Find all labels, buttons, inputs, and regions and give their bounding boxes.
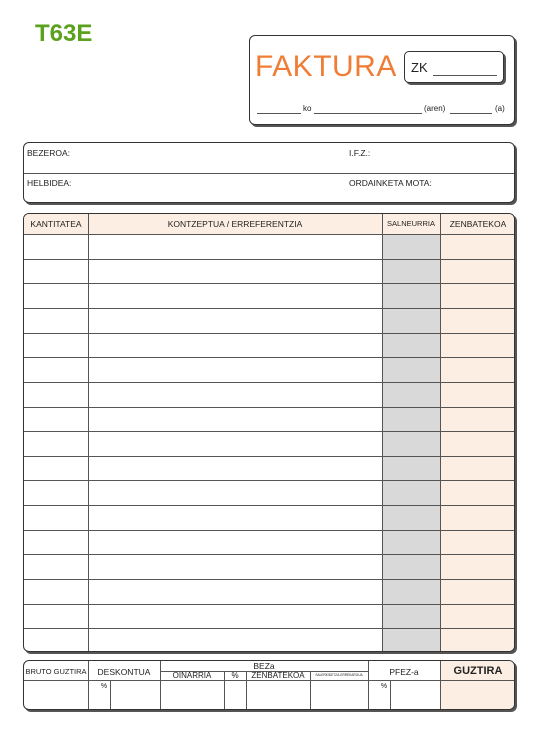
surcharge-label: SALERKIDETZA-ERREKARGUA bbox=[315, 673, 363, 677]
date-aren-label: (aren) bbox=[424, 104, 446, 113]
address-label: HELBIDEA: bbox=[27, 178, 72, 188]
item-row-line bbox=[24, 554, 514, 555]
date-place-line[interactable] bbox=[257, 113, 301, 114]
item-row-line bbox=[24, 308, 514, 309]
form-code: T63E bbox=[35, 20, 93, 47]
col-header-concept: KONTZEPTUA / ERREFERENTZIA bbox=[88, 214, 382, 234]
vat-amount-label: ZENBATEKOA bbox=[251, 671, 305, 680]
item-row-line bbox=[24, 259, 514, 260]
date-line bbox=[257, 104, 507, 116]
totals-divider bbox=[110, 680, 111, 709]
date-year-line[interactable] bbox=[450, 113, 492, 114]
col-divider bbox=[88, 214, 89, 651]
client-divider bbox=[24, 173, 514, 174]
date-ko-label: ko bbox=[303, 104, 312, 113]
invoice-title: FAKTURA bbox=[255, 50, 397, 83]
items-table bbox=[23, 213, 515, 652]
totals-divider bbox=[160, 661, 161, 709]
item-row-line bbox=[24, 604, 514, 605]
invoice-header-box bbox=[249, 35, 515, 125]
item-row-line bbox=[24, 333, 514, 334]
totals-divider bbox=[88, 661, 89, 709]
client-box bbox=[23, 142, 515, 203]
unit-price-column bbox=[382, 234, 440, 651]
item-row-line bbox=[24, 480, 514, 481]
grand-total-label: GUZTIRA bbox=[453, 665, 503, 677]
col-header-quantity: KANTITATEA bbox=[24, 214, 88, 234]
totals-divider bbox=[246, 671, 247, 709]
item-row-line bbox=[24, 628, 514, 629]
totals-table bbox=[23, 660, 515, 710]
date-a-label: (a) bbox=[495, 104, 505, 113]
pfez-pct-sign: % bbox=[380, 683, 388, 690]
item-row-line bbox=[24, 456, 514, 457]
item-row-line bbox=[24, 505, 514, 506]
vat-label: BEZa bbox=[253, 661, 275, 671]
item-row-line bbox=[24, 579, 514, 580]
invoice-number-label: ZK bbox=[411, 60, 428, 75]
item-row-line bbox=[24, 382, 514, 383]
item-row-line bbox=[24, 407, 514, 408]
totals-divider bbox=[390, 680, 391, 709]
vat-pct-label: % bbox=[231, 671, 239, 680]
payment-method-label: ORDAINKETA MOTA: bbox=[349, 178, 432, 188]
vat-sub-divider bbox=[160, 671, 368, 672]
item-row-line bbox=[24, 357, 514, 358]
vat-base-label: OINARRIA bbox=[172, 671, 212, 680]
item-row-line bbox=[24, 530, 514, 531]
tax-id-label: I.F.Z.: bbox=[349, 148, 371, 158]
item-row-line bbox=[24, 234, 514, 235]
discount-pct-sign: % bbox=[100, 683, 108, 690]
totals-divider bbox=[310, 671, 311, 709]
client-label: BEZEROA: bbox=[27, 148, 70, 158]
amount-column bbox=[440, 234, 515, 651]
date-day-line[interactable] bbox=[314, 113, 422, 114]
invoice-number-box[interactable] bbox=[404, 51, 504, 83]
col-divider bbox=[382, 214, 383, 651]
invoice-number-line bbox=[433, 75, 497, 76]
totals-divider bbox=[440, 661, 441, 709]
pfez-label: PFEZ-a bbox=[389, 667, 419, 677]
gross-total-label: BRUTO GUZTIRA bbox=[25, 667, 87, 676]
totals-divider bbox=[224, 671, 225, 709]
col-header-unit-price: SALNEURRIA bbox=[382, 214, 440, 234]
col-header-amount: ZENBATEKOA bbox=[440, 214, 515, 234]
discount-label: DESKONTUA bbox=[97, 667, 151, 677]
col-divider bbox=[440, 214, 441, 651]
totals-divider bbox=[368, 661, 369, 709]
item-row-line bbox=[24, 283, 514, 284]
item-row-line bbox=[24, 431, 514, 432]
